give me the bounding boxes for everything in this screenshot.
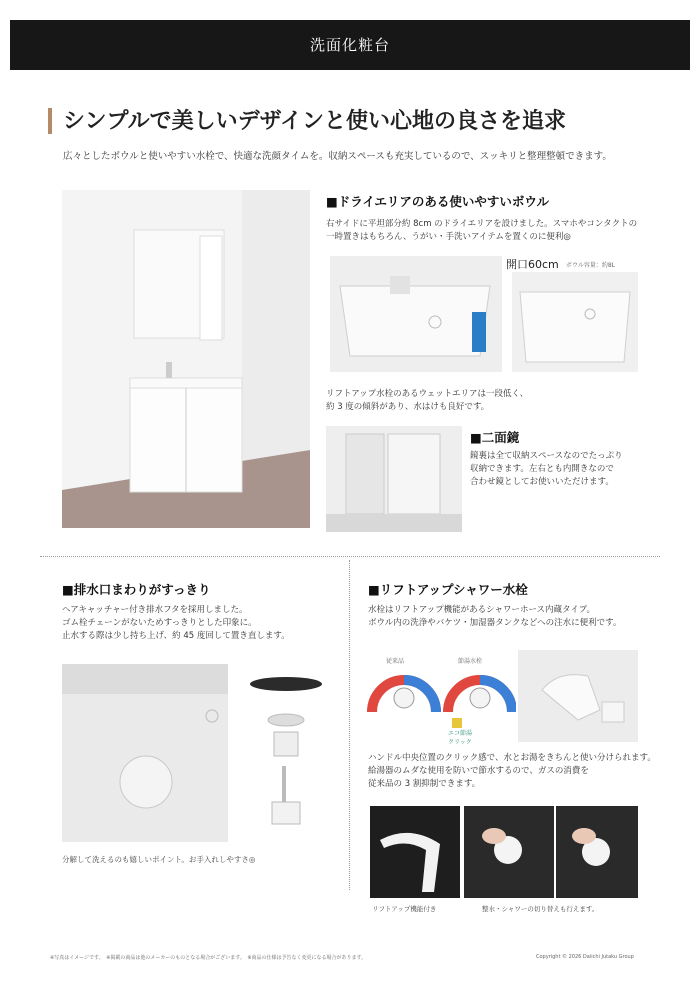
drain-photo [62,664,228,842]
column-divider [349,560,350,890]
footer-note: ※写真はイメージです。 ※掲載の商品は他のメーカーのものとなる場合がございます。 ※商品の仕様は予告なく変更になる場合があります。 [50,955,367,961]
faucet-caption-left: リフトアップ機能付き [372,905,437,913]
faucet-label-conventional: 従来品 [386,658,405,665]
section-divider [40,556,660,557]
dry-area-title: ■ドライエリアのある使いやすいボウル [326,194,550,209]
faucet-text: 水栓はリフトアップ機能があるシャワーホース内蔵タイプ。 ボウル内の洗浄やバケツ・加湿器タンクなどへの注水に便利です。 [368,605,622,629]
drain-title: ■排水口まわりがすっきり [62,582,211,597]
faucet-lift-photo [370,806,460,898]
faucet-photo [518,650,638,742]
eco-click-label: エコ節湯 クリック [448,730,473,746]
faucet-caption-right: 整水・シャワーの切り替えも行えます。 [482,905,599,913]
bowl-volume-label: ボウル容量：約8L [566,262,615,269]
faucet-label-saving: 節湯水栓 [458,658,483,665]
shower-photo-1 [464,806,554,898]
main-heading: シンプルで美しいデザインと使い心地の良さを追求 [63,109,567,134]
footer-copyright: Copyright © 2026 Daiichi Jutaku Group [536,954,634,960]
drain-parts-illustration [236,668,336,844]
faucet-title: ■リフトアップシャワー水栓 [368,582,528,597]
vanity-photo [62,190,310,528]
mirror-photo [326,426,462,532]
faucet-diagram [366,654,516,744]
opening-label: 開口60cm [506,258,559,271]
bowl-photo [330,256,502,372]
drain-text: ヘアキャッチャー付き排水フタを採用しました。 ゴム栓チェーンがないためすっきりとした印象に。 止水する際は少し持ち上げ、約 45 度回して置き直します。 [62,605,290,642]
two-mirror-title: ■二面鏡 [470,430,520,445]
shower-photo-2 [556,806,638,898]
intro-text: 広々としたボウルと使いやすい水栓で、快適な洗顔タイムを。収納スペースも充実しているので、スッキリと整理整頓できます。 [63,151,612,162]
dry-area-text: 右サイドに平坦部分約 8cm のドライエリアを設けました。スマホやコンタクトの 一時置きはもちろん、うがい・手洗いアイテムを置くのに便利◎ [326,219,638,243]
header-bar [10,20,690,70]
page-title: 洗面化粧台 [309,36,390,54]
wet-area-text: リフトアップ水栓のあるウェットエリアは一段低く、 約 3 度の傾斜があり、水はけも良好です。 [326,389,529,413]
heading-accent-bar [48,108,52,134]
two-mirror-text: 鏡裏は全て収納スペースなのでたっぷり 収納できます。左右とも内開きなので 合わせ鏡としてお使いいただけます。 [470,451,623,488]
faucet-text-2: ハンドル中央位置のクリック感で、水とお湯をきちんと使い分けられます。 給湯器のムダな使用を防いで節水するので、ガスの消費を 従来品の 3 割抑制できます。 [368,753,656,790]
bowl-opening-photo [512,272,638,372]
drain-caption: 分解して洗えるのも嬉しいポイント。お手入れしやすさ◎ [62,855,256,864]
